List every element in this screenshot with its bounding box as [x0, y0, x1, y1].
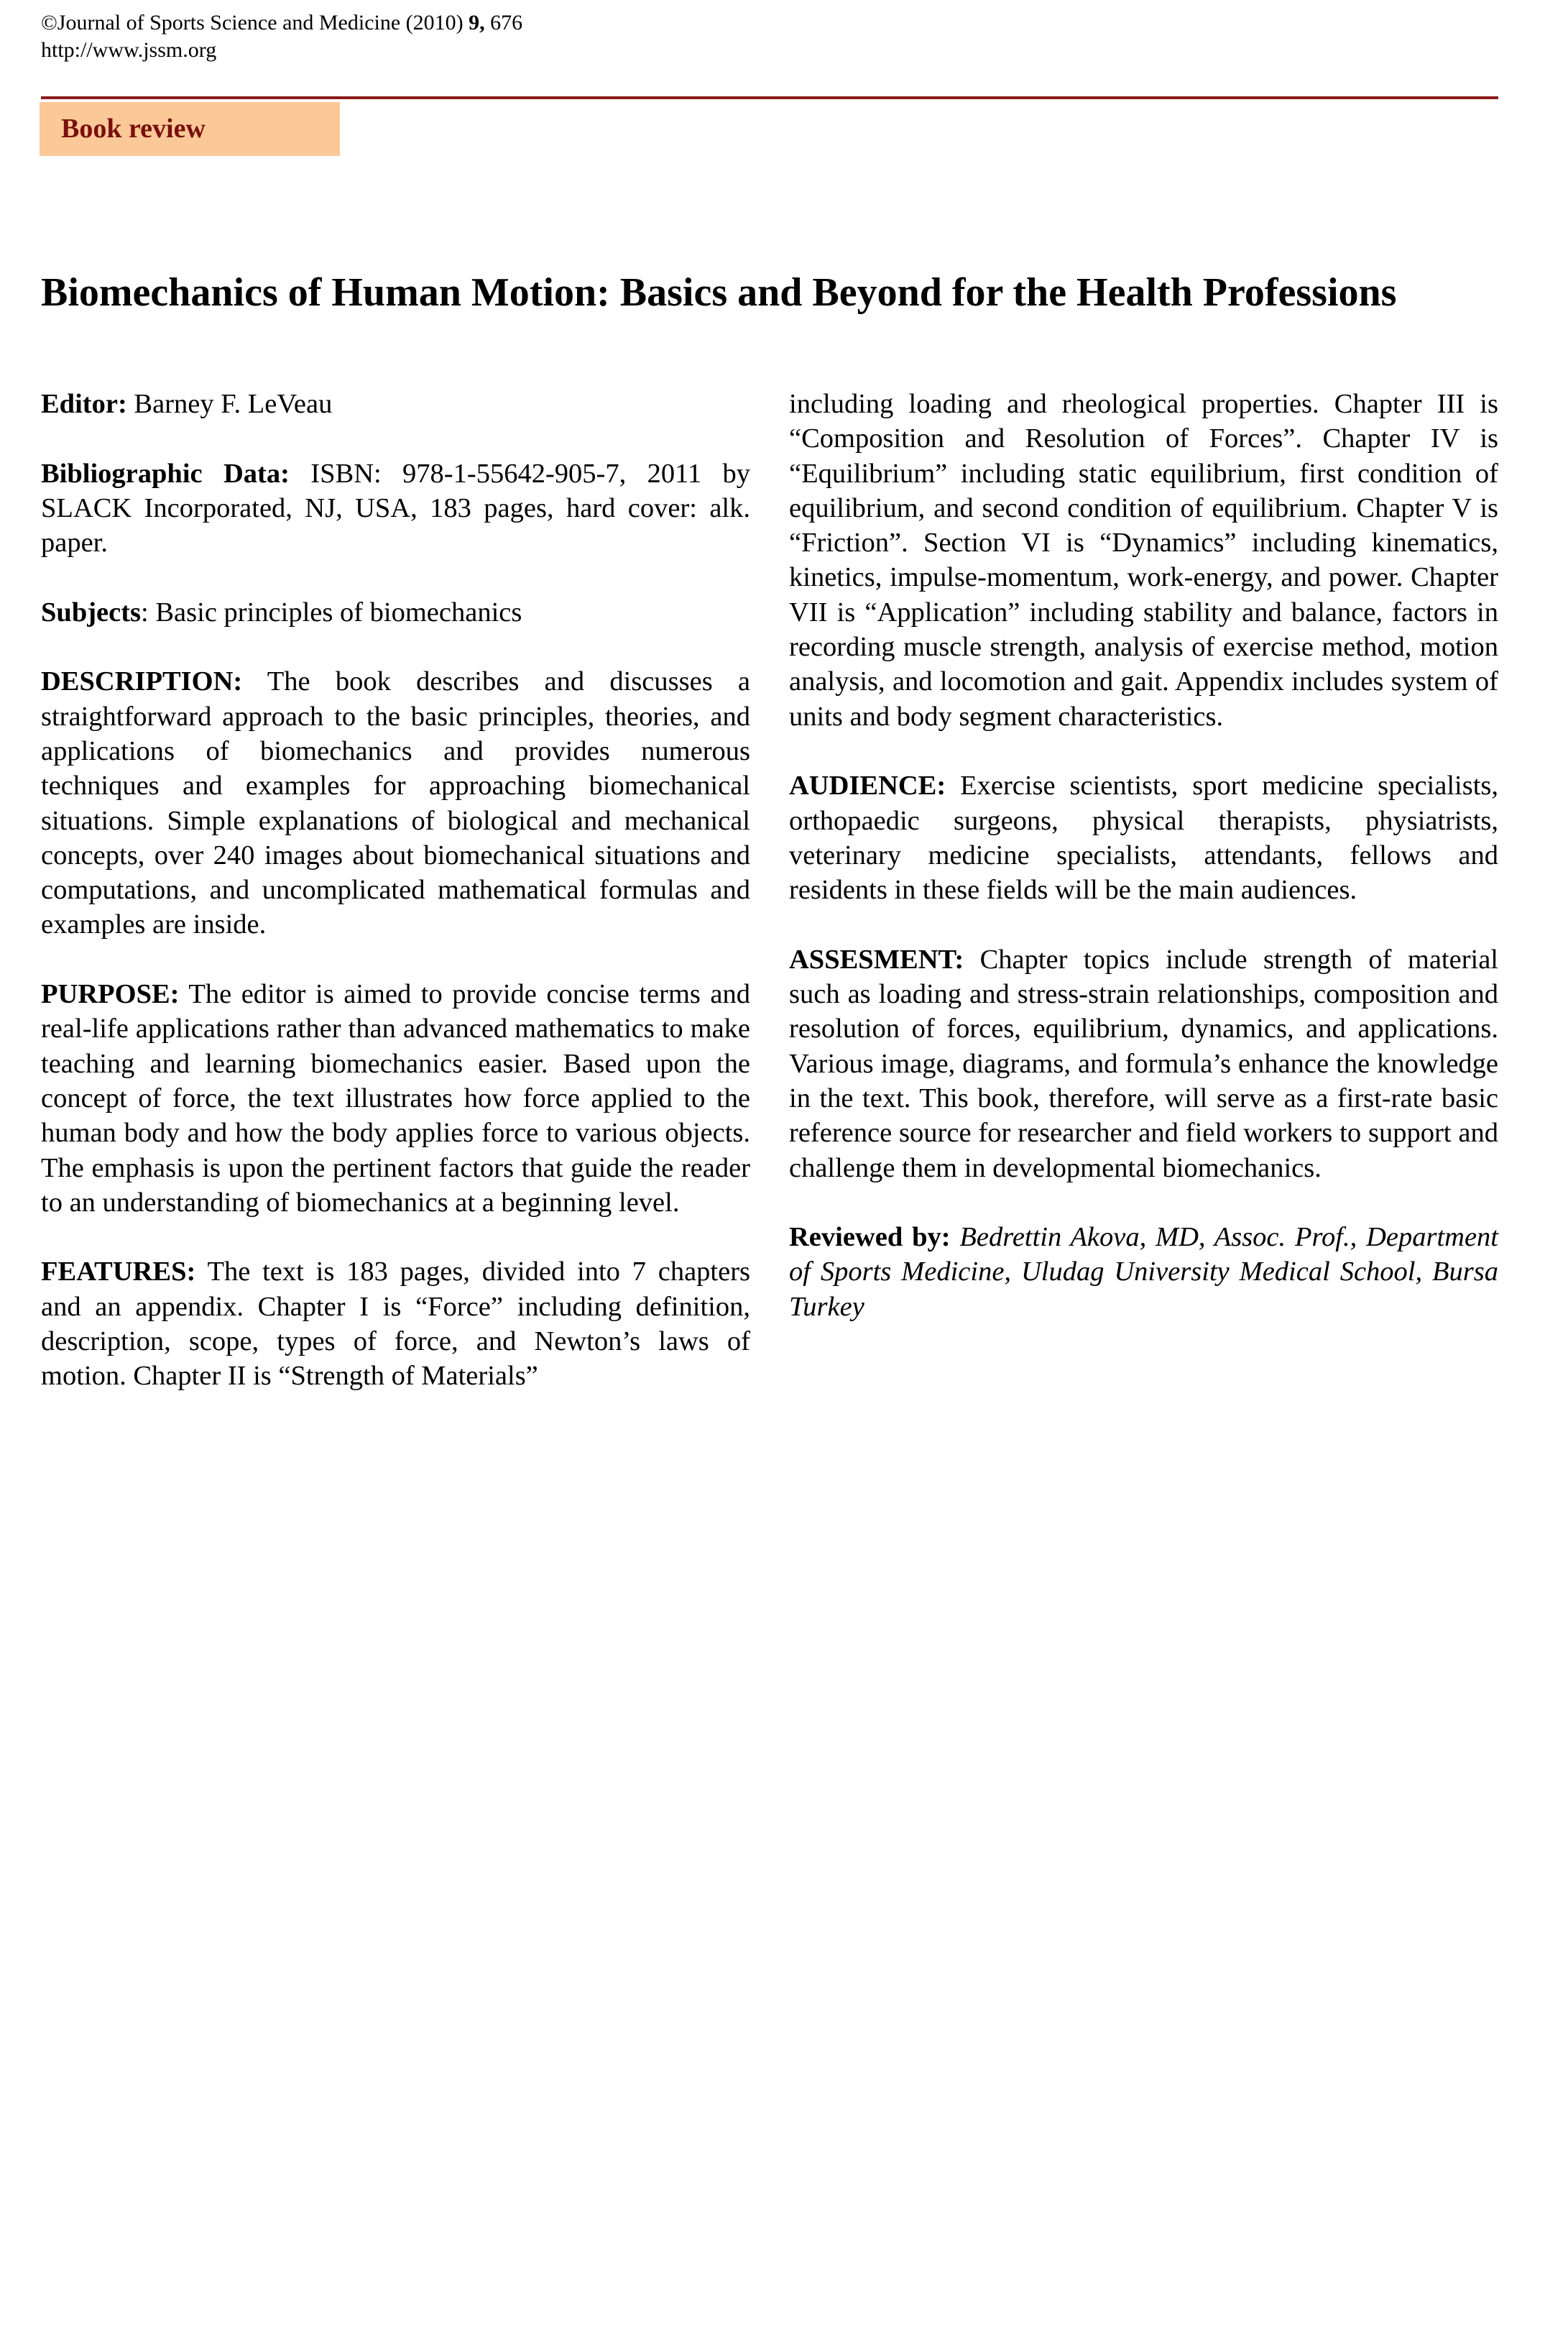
- reviewer-value: Bedrettin Akova, MD, Assoc. Prof., Department of Sports Medicine, Uludag University Medical School, Bursa Turkey: [789, 1222, 1498, 1322]
- bibliographic-value: ISBN: 978-1-55642-905-7, 2011 by SLACK Incorporated, NJ, USA, 183 pages, hard cover: alk. paper.: [41, 458, 750, 559]
- journal-volume: 9,: [469, 11, 485, 35]
- assessment-label: ASSESMENT:: [789, 944, 964, 975]
- purpose-label: PURPOSE:: [41, 979, 180, 1010]
- book-title: Biomechanics of Human Motion: Basics and Beyond for the Health Professions: [41, 270, 1397, 315]
- journal-page: 676: [484, 11, 523, 35]
- features-label: FEATURES:: [41, 1257, 196, 1287]
- section-badge: Book review: [40, 102, 340, 156]
- subjects-label: Subjects: [41, 597, 142, 628]
- description-value: The book describes and discusses a straightforward approach to the basic principles, theories, and applications of biomechanics and provides numerous techniques and examples for approaching biomechanical situations. Simple explanations of biological and mechanical concepts, over 240 images about biomechanical situations and computations, and uncomplicated mathematical formulas and examples are inside.: [41, 666, 750, 940]
- journal-citation: [41, 10, 522, 36]
- audience-paragraph: [789, 768, 1498, 907]
- subjects-paragraph: [41, 595, 750, 630]
- audience-value: Exercise scientists, sport medicine specialists, orthopaedic surgeons, physical therapists, physiatrists, veterinary medicine specialists, attendants, fellows and residents in these fields will be the main audiences.: [789, 771, 1498, 906]
- subjects-value: : Basic principles of biomechanics: [141, 597, 522, 628]
- purpose-paragraph: [41, 977, 750, 1220]
- editor-label: Editor:: [41, 389, 127, 419]
- purpose-value: The editor is aimed to provide concise terms and real-life applications rather than advanced mathematics to make teaching and learning biomechanics easier. Based upon the concept of force, the text illustrates how force applied to the human body and how the body applies force to various objects. The emphasis is upon the pertinent factors that guide the reader to an understanding of biomechanics at a beginning level.: [41, 979, 750, 1218]
- bibliographic-label: Bibliographic Data:: [41, 458, 290, 489]
- features-value: The text is 183 pages, divided into 7 chapters and an appendix. Chapter I is “Force” including definition, description, scope, types of force, and Newton’s laws of motion. Chapter II is “Strength of Materials”: [41, 1257, 750, 1392]
- left-column: [41, 387, 750, 1428]
- audience-label: AUDIENCE:: [789, 771, 946, 801]
- editor-paragraph: [41, 387, 750, 421]
- reviewer-paragraph: [789, 1220, 1498, 1324]
- header-divider: [41, 96, 1498, 99]
- assessment-value: Chapter topics include strength of material such as loading and stress-strain relationships, composition and resolution of forces, equilibrium, dynamics, and applications. Various image, diagrams, and formula’s enhance the knowledge in the text. This book, therefore, will serve as a first-rate basic reference source for researcher and field workers to support and challenge them in developmental biomechanics.: [789, 944, 1498, 1183]
- editor-value: Barney F. LeVeau: [126, 389, 333, 419]
- right-column: [789, 387, 1498, 1359]
- description-paragraph: [41, 664, 750, 942]
- features-paragraph: [41, 1254, 750, 1393]
- bibliographic-paragraph: [41, 456, 750, 561]
- journal-name: ©Journal of Sports Science and Medicine (2010): [41, 11, 469, 35]
- journal-url[interactable]: http://www.jssm.org: [41, 38, 217, 62]
- features-continued-paragraph: including loading and rheological properties. Chapter III is “Composition and Resolution of Forces”. Chapter IV is “Equilibrium” including static equilibrium, first condition of equilibrium, and second condition of equilibrium. Chapter V is “Friction”. Section VI is “Dynamics” including kinematics, kinetics, impulse-momentum, work-energy, and power. Chapter VII is “Application” including stability and balance, factors in recording muscle strength, analysis of exercise method, motion analysis, and locomotion and gait. Appendix includes system of units and body segment characteristics.: [789, 389, 1498, 732]
- assessment-paragraph: [789, 942, 1498, 1185]
- description-label: DESCRIPTION:: [41, 666, 243, 697]
- reviewer-label: Reviewed by:: [789, 1222, 951, 1253]
